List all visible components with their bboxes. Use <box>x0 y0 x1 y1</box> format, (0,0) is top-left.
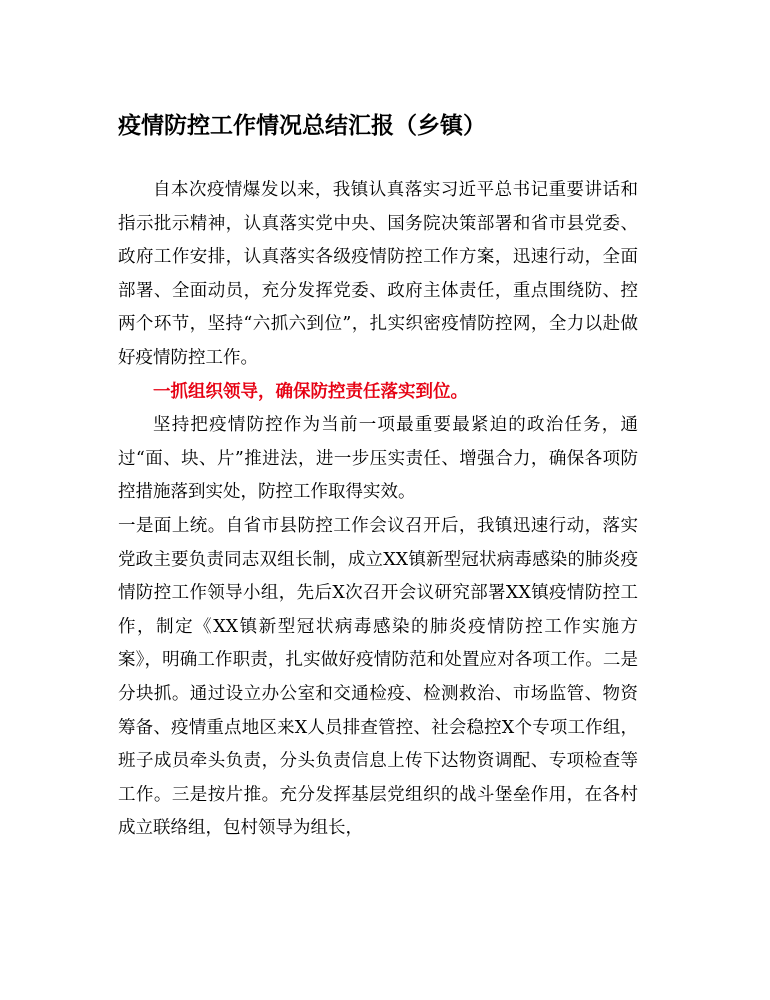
intro-paragraph: 自本次疫情爆发以来，我镇认真落实习近平总书记重要讲话和指示批示精神，认真落实党中央、国务院决策部署和省市县党委、政府工作安排，认真落实各级疫情防控工作方案，迅速行动，全面部署、全面动员，充分发挥党委、政府主体责任，重点围绕防、控两个环节，坚持“六抓六到位”，扎实织密疫情防控网，全力以赴做好疫情防控工作。 <box>118 180 638 368</box>
section-heading-organization-leadership: 一抓组织领导，确保防控责任落实到位。 <box>153 381 468 402</box>
document-body <box>118 174 638 846</box>
section-paragraph: 坚持把疫情防控作为当前一项最重要最紧迫的政治任务，通过“面、块、片”推进法，进一步压实责任、增强合力，确保各项防控措施落到实处，防控工作取得实效。 <box>118 415 638 503</box>
section-paragraph-continued: 一是面上统。自省市县防控工作会议召开后，我镇迅速行动，落实党政主要负责同志双组长制，成立XX镇新型冠状病毒感染的肺炎疫情防控工作领导小组，先后X次召开会议研究部署XX镇疫情防控工作，制定《XX镇新型冠状病毒感染的肺炎疫情防控工作实施方案》，明确工作职责，扎实做好疫情防范和处置应对各项工作。二是分块抓。通过设立办公室和交通检疫、检测救治、市场监管、物资筹备、疫情重点地区来X人员排查管控、社会稳控X个专项工作组，班子成员牵头负责，分头负责信息上传下达物资调配、专项检查等工作。三是按片推。充分发挥基层党组织的战斗堡垒作用，在各村成立联络组，包村领导为组长， <box>118 515 638 839</box>
document-title: 疫情防控工作情况总结汇报（乡镇） <box>118 113 486 139</box>
